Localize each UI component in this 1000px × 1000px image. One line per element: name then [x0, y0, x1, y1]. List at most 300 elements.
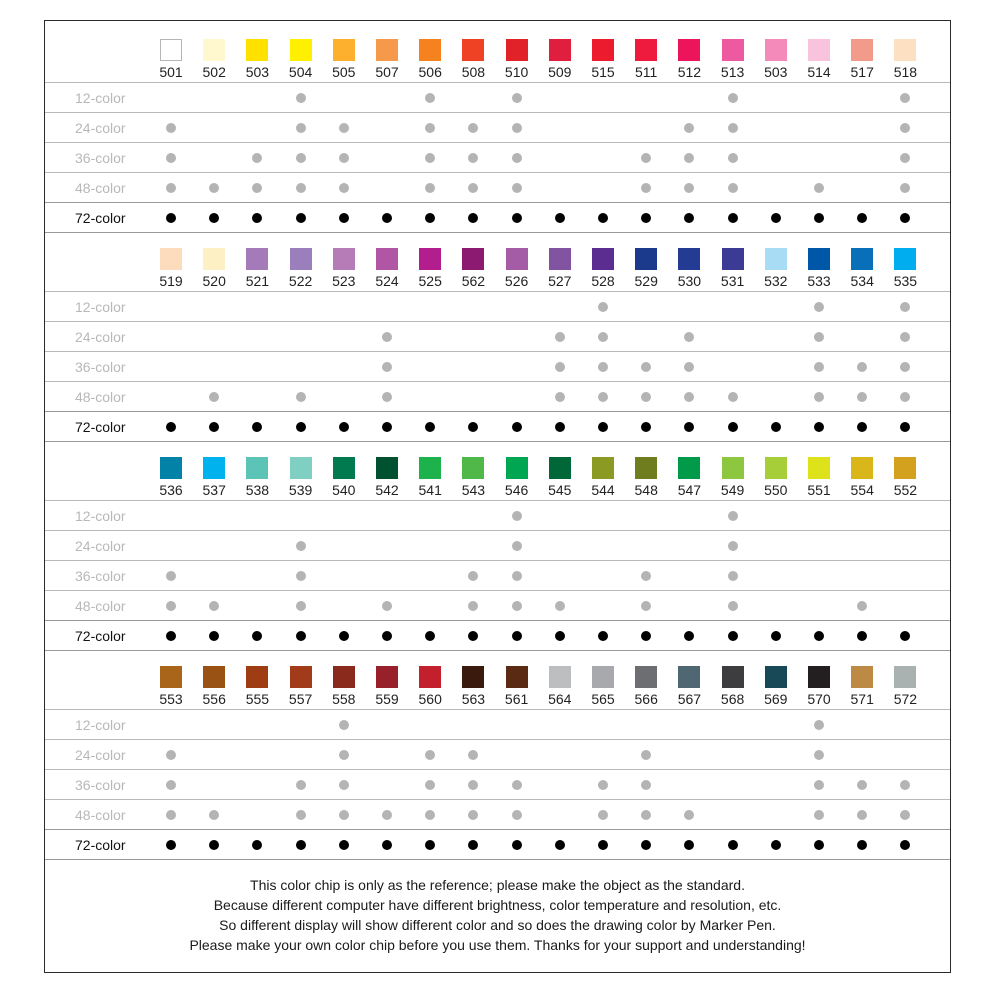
color-code: 513	[720, 64, 745, 80]
color-code: 567	[677, 691, 702, 707]
set-row-72-color	[45, 202, 950, 233]
color-swatch	[333, 248, 355, 270]
color-swatch	[678, 39, 700, 61]
included-dot	[684, 631, 694, 641]
set-label: 72-color	[75, 628, 126, 644]
color-code: 538	[245, 482, 270, 498]
set-label: 72-color	[75, 837, 126, 853]
included-dot	[555, 601, 565, 611]
color-code: 524	[375, 273, 399, 289]
color-swatch	[333, 457, 355, 479]
included-dot	[555, 631, 565, 641]
color-swatch	[290, 666, 312, 688]
color-code: 501	[159, 64, 183, 80]
color-code: 545	[548, 482, 572, 498]
color-code: 531	[720, 273, 745, 289]
included-dot	[814, 332, 824, 342]
included-dot	[252, 631, 262, 641]
included-dot	[728, 213, 738, 223]
color-code: 530	[677, 273, 702, 289]
color-swatch	[894, 457, 916, 479]
color-code: 553	[159, 691, 183, 707]
included-dot	[728, 571, 738, 581]
included-dot	[209, 631, 219, 641]
set-label: 72-color	[75, 419, 126, 435]
included-dot	[900, 631, 910, 641]
color-code: 503	[245, 64, 270, 80]
color-swatch	[722, 39, 744, 61]
color-swatch	[894, 666, 916, 688]
included-dot	[425, 213, 435, 223]
included-dot	[728, 511, 738, 521]
included-dot	[728, 153, 738, 163]
included-dot	[296, 541, 306, 551]
set-label: 48-color	[75, 389, 126, 405]
included-dot	[296, 810, 306, 820]
included-dot	[900, 362, 910, 372]
color-code: 560	[418, 691, 442, 707]
color-swatch	[678, 248, 700, 270]
set-label: 12-color	[75, 90, 126, 106]
section-divider	[45, 859, 950, 860]
color-code: 562	[461, 273, 486, 289]
included-dot	[857, 422, 867, 432]
color-swatch	[376, 457, 398, 479]
included-dot	[771, 631, 781, 641]
included-dot	[598, 422, 608, 432]
color-swatch	[160, 666, 182, 688]
color-swatch	[419, 248, 441, 270]
included-dot	[641, 601, 651, 611]
color-code: 572	[893, 691, 918, 707]
color-code: 510	[504, 64, 529, 80]
color-code: 515	[591, 64, 615, 80]
set-row-24-color	[45, 739, 950, 770]
color-code: 544	[591, 482, 615, 498]
included-dot	[468, 571, 478, 581]
included-dot	[209, 392, 219, 402]
disclaimer-line: Because different computer have different brightness, color temperature and resolution, etc.	[213, 897, 782, 913]
color-swatch	[678, 457, 700, 479]
color-swatch	[635, 666, 657, 688]
included-dot	[296, 571, 306, 581]
included-dot	[166, 213, 176, 223]
included-dot	[339, 810, 349, 820]
color-code: 505	[332, 64, 356, 80]
included-dot	[166, 631, 176, 641]
included-dot	[598, 302, 608, 312]
included-dot	[166, 840, 176, 850]
color-code: 520	[202, 273, 226, 289]
color-code: 525	[418, 273, 442, 289]
color-swatch	[376, 248, 398, 270]
included-dot	[900, 840, 910, 850]
color-section	[45, 439, 950, 648]
included-dot	[382, 392, 392, 402]
included-dot	[728, 123, 738, 133]
included-dot	[814, 631, 824, 641]
color-swatch	[462, 248, 484, 270]
included-dot	[252, 422, 262, 432]
included-dot	[814, 840, 824, 850]
included-dot	[555, 422, 565, 432]
included-dot	[339, 631, 349, 641]
included-dot	[641, 631, 651, 641]
included-dot	[857, 213, 867, 223]
color-swatch	[722, 666, 744, 688]
included-dot	[641, 213, 651, 223]
color-swatch	[376, 39, 398, 61]
color-code: 571	[850, 691, 874, 707]
chip-row	[45, 230, 950, 292]
included-dot	[296, 93, 306, 103]
included-dot	[425, 780, 435, 790]
included-dot	[382, 810, 392, 820]
set-label: 24-color	[75, 747, 126, 763]
included-dot	[296, 392, 306, 402]
color-swatch	[549, 457, 571, 479]
included-dot	[209, 183, 219, 193]
included-dot	[641, 571, 651, 581]
included-dot	[382, 631, 392, 641]
included-dot	[684, 183, 694, 193]
included-dot	[641, 422, 651, 432]
set-row-72-color	[45, 620, 950, 651]
color-swatch	[765, 457, 787, 479]
color-code: 508	[461, 64, 486, 80]
color-code: 539	[288, 482, 313, 498]
color-swatch	[808, 39, 830, 61]
set-label: 36-color	[75, 777, 126, 793]
included-dot	[296, 153, 306, 163]
set-row-48-color	[45, 590, 950, 621]
included-dot	[425, 631, 435, 641]
color-swatch	[635, 39, 657, 61]
chip-row	[45, 439, 950, 501]
included-dot	[555, 213, 565, 223]
disclaimer-line: This color chip is only as the reference; please make the object as the standard.	[250, 877, 745, 893]
included-dot	[512, 123, 522, 133]
included-dot	[555, 840, 565, 850]
color-swatch	[635, 248, 657, 270]
included-dot	[468, 840, 478, 850]
included-dot	[814, 302, 824, 312]
color-swatch	[894, 39, 916, 61]
set-label: 24-color	[75, 329, 126, 345]
set-label: 48-color	[75, 807, 126, 823]
included-dot	[814, 810, 824, 820]
color-swatch	[203, 39, 225, 61]
included-dot	[252, 183, 262, 193]
color-swatch	[203, 666, 225, 688]
included-dot	[166, 571, 176, 581]
included-dot	[296, 422, 306, 432]
included-dot	[684, 810, 694, 820]
included-dot	[425, 93, 435, 103]
included-dot	[296, 840, 306, 850]
color-swatch	[376, 666, 398, 688]
set-row-48-color	[45, 799, 950, 830]
color-chart-frame	[44, 20, 951, 973]
set-label: 12-color	[75, 508, 126, 524]
color-code: 566	[634, 691, 658, 707]
included-dot	[900, 392, 910, 402]
color-code: 556	[202, 691, 226, 707]
included-dot	[728, 93, 738, 103]
included-dot	[814, 362, 824, 372]
included-dot	[382, 840, 392, 850]
included-dot	[684, 422, 694, 432]
set-label: 36-color	[75, 568, 126, 584]
included-dot	[900, 213, 910, 223]
included-dot	[641, 392, 651, 402]
color-code: 541	[418, 482, 442, 498]
color-swatch	[808, 248, 830, 270]
color-code: 535	[893, 273, 918, 289]
included-dot	[209, 601, 219, 611]
included-dot	[512, 840, 522, 850]
included-dot	[684, 153, 694, 163]
color-code: 533	[807, 273, 831, 289]
color-code: 529	[634, 273, 658, 289]
included-dot	[339, 750, 349, 760]
included-dot	[900, 422, 910, 432]
color-code: 550	[764, 482, 788, 498]
set-row-48-color	[45, 381, 950, 412]
color-swatch	[203, 248, 225, 270]
set-row-12-color	[45, 500, 950, 531]
color-code: 519	[159, 273, 183, 289]
color-code: 565	[591, 691, 615, 707]
included-dot	[684, 840, 694, 850]
set-label: 36-color	[75, 150, 126, 166]
color-code: 555	[245, 691, 270, 707]
included-dot	[512, 631, 522, 641]
set-label: 48-color	[75, 598, 126, 614]
included-dot	[512, 571, 522, 581]
included-dot	[598, 332, 608, 342]
included-dot	[166, 810, 176, 820]
color-swatch	[722, 457, 744, 479]
color-code: 517	[850, 64, 874, 80]
included-dot	[512, 153, 522, 163]
included-dot	[252, 213, 262, 223]
color-swatch	[592, 457, 614, 479]
color-code: 504	[288, 64, 313, 80]
included-dot	[382, 422, 392, 432]
included-dot	[468, 631, 478, 641]
color-swatch	[851, 457, 873, 479]
set-row-36-color	[45, 560, 950, 591]
set-label: 72-color	[75, 210, 126, 226]
included-dot	[598, 810, 608, 820]
chip-row	[45, 21, 950, 83]
set-row-72-color	[45, 829, 950, 860]
included-dot	[684, 213, 694, 223]
color-swatch	[851, 666, 873, 688]
color-swatch	[419, 457, 441, 479]
color-section	[45, 648, 950, 857]
color-code: 537	[202, 482, 226, 498]
color-code: 536	[159, 482, 183, 498]
included-dot	[512, 780, 522, 790]
set-label: 48-color	[75, 180, 126, 196]
included-dot	[728, 541, 738, 551]
set-label: 36-color	[75, 359, 126, 375]
set-label: 24-color	[75, 538, 126, 554]
included-dot	[512, 422, 522, 432]
color-swatch	[160, 248, 182, 270]
disclaimer-line: Please make your own color chip before you use them. Thanks for your support and understanding!	[189, 937, 806, 953]
set-label: 12-color	[75, 299, 126, 315]
included-dot	[598, 213, 608, 223]
color-swatch	[462, 666, 484, 688]
color-code: 558	[332, 691, 356, 707]
included-dot	[252, 153, 262, 163]
included-dot	[857, 840, 867, 850]
color-swatch	[333, 666, 355, 688]
disclaimer-line: So different display will show different color and so does the drawing color by Marker Pen.	[219, 917, 776, 933]
color-swatch	[592, 248, 614, 270]
color-code: 546	[504, 482, 529, 498]
included-dot	[598, 840, 608, 850]
included-dot	[900, 93, 910, 103]
set-row-72-color	[45, 411, 950, 442]
included-dot	[468, 780, 478, 790]
color-code: 547	[677, 482, 702, 498]
included-dot	[166, 780, 176, 790]
included-dot	[857, 810, 867, 820]
set-row-24-color	[45, 112, 950, 143]
included-dot	[684, 392, 694, 402]
included-dot	[900, 332, 910, 342]
color-swatch	[290, 457, 312, 479]
color-code: 559	[375, 691, 399, 707]
included-dot	[468, 750, 478, 760]
included-dot	[339, 213, 349, 223]
chip-row	[45, 648, 950, 710]
included-dot	[468, 213, 478, 223]
included-dot	[296, 183, 306, 193]
color-code: 512	[677, 64, 702, 80]
included-dot	[771, 422, 781, 432]
color-code: 540	[332, 482, 356, 498]
included-dot	[728, 840, 738, 850]
included-dot	[468, 810, 478, 820]
included-dot	[900, 123, 910, 133]
included-dot	[728, 183, 738, 193]
included-dot	[728, 422, 738, 432]
included-dot	[900, 183, 910, 193]
included-dot	[382, 213, 392, 223]
color-code: 526	[504, 273, 529, 289]
included-dot	[857, 780, 867, 790]
included-dot	[814, 720, 824, 730]
color-code: 552	[893, 482, 918, 498]
included-dot	[598, 392, 608, 402]
color-swatch	[203, 457, 225, 479]
color-code: 548	[634, 482, 658, 498]
included-dot	[425, 153, 435, 163]
included-dot	[209, 840, 219, 850]
included-dot	[339, 183, 349, 193]
color-code: 514	[807, 64, 831, 80]
included-dot	[512, 810, 522, 820]
color-swatch	[765, 248, 787, 270]
included-dot	[900, 780, 910, 790]
included-dot	[382, 601, 392, 611]
included-dot	[641, 750, 651, 760]
color-swatch	[506, 666, 528, 688]
included-dot	[857, 362, 867, 372]
color-code: 557	[288, 691, 313, 707]
included-dot	[814, 780, 824, 790]
included-dot	[166, 123, 176, 133]
color-swatch	[851, 39, 873, 61]
set-row-24-color	[45, 321, 950, 352]
included-dot	[296, 780, 306, 790]
color-swatch	[808, 457, 830, 479]
included-dot	[900, 302, 910, 312]
color-code: 554	[850, 482, 874, 498]
included-dot	[555, 362, 565, 372]
included-dot	[382, 362, 392, 372]
color-swatch	[506, 248, 528, 270]
color-swatch	[246, 457, 268, 479]
color-code: 509	[548, 64, 572, 80]
color-swatch	[333, 39, 355, 61]
color-code: 503	[764, 64, 788, 80]
color-code: 518	[893, 64, 918, 80]
set-row-12-color	[45, 82, 950, 113]
color-swatch	[678, 666, 700, 688]
included-dot	[425, 123, 435, 133]
color-code: 522	[288, 273, 313, 289]
included-dot	[641, 183, 651, 193]
included-dot	[425, 840, 435, 850]
color-section	[45, 21, 950, 230]
included-dot	[900, 153, 910, 163]
included-dot	[598, 362, 608, 372]
color-swatch	[462, 457, 484, 479]
color-swatch	[549, 248, 571, 270]
color-swatch	[506, 457, 528, 479]
color-code: 528	[591, 273, 615, 289]
included-dot	[900, 810, 910, 820]
set-label: 24-color	[75, 120, 126, 136]
included-dot	[339, 840, 349, 850]
color-code: 511	[635, 64, 658, 80]
included-dot	[814, 422, 824, 432]
included-dot	[512, 511, 522, 521]
included-dot	[296, 601, 306, 611]
color-code: 570	[807, 691, 831, 707]
included-dot	[425, 422, 435, 432]
set-row-48-color	[45, 172, 950, 203]
included-dot	[641, 153, 651, 163]
included-dot	[512, 213, 522, 223]
set-row-36-color	[45, 351, 950, 382]
included-dot	[296, 123, 306, 133]
included-dot	[339, 780, 349, 790]
included-dot	[252, 840, 262, 850]
color-code: 564	[548, 691, 572, 707]
color-swatch	[246, 248, 268, 270]
included-dot	[814, 183, 824, 193]
included-dot	[468, 422, 478, 432]
included-dot	[728, 601, 738, 611]
included-dot	[728, 392, 738, 402]
